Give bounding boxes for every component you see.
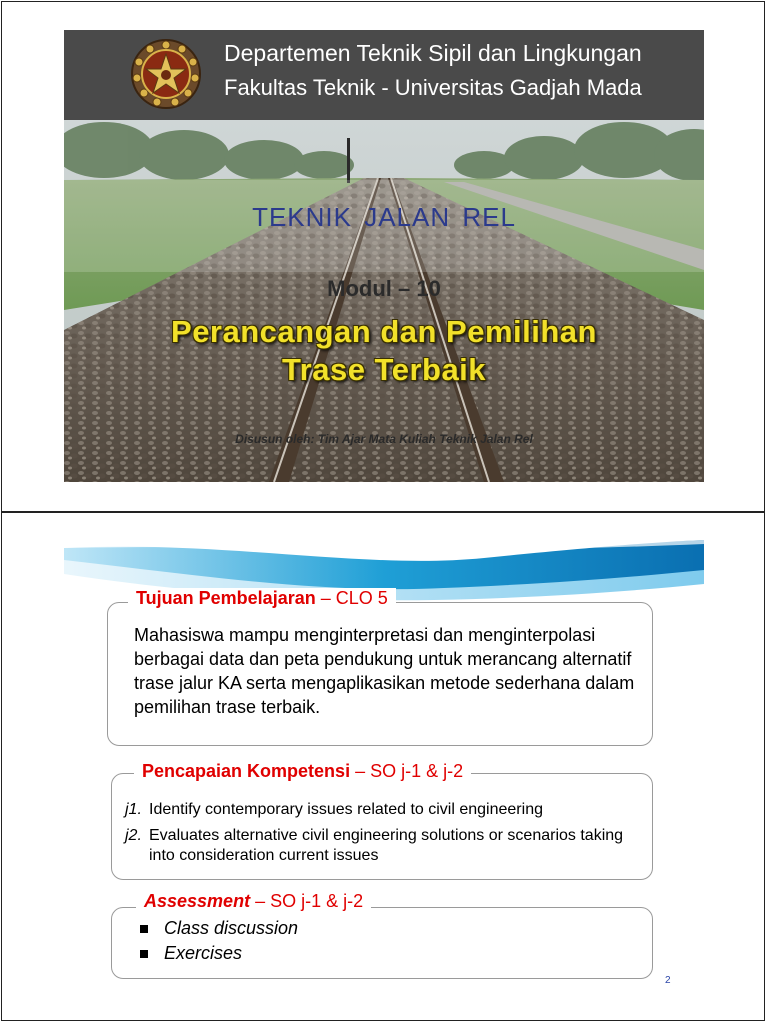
assessment-item-text: Exercises: [164, 943, 243, 963]
university-seal-logo: [130, 38, 202, 110]
competency-code: – SO j-1 & j-2: [350, 761, 464, 781]
learning-objective-text: Mahasiswa mampu menginterpretasi dan menginterpolasi berbagai data dan peta pendukung untuk merancang alternatif trase jalur KA serta mengaplikasikan metode sederhana dalam pemilihan trase terbaik.: [134, 625, 635, 717]
learning-objective-heading: [128, 588, 396, 609]
assessment-item: [140, 916, 298, 941]
slide-header: [64, 30, 704, 120]
assessment-code: – SO j-1 & j-2: [250, 891, 364, 911]
competency-text: Evaluates alternative civil engineering solutions or scenarios taking into consideration current issues: [149, 827, 624, 864]
competency-text: Identify contemporary issues related to civil engineering: [149, 801, 543, 818]
learning-objective-title: Tujuan Pembelajaran: [136, 588, 316, 608]
author-credit: Disusun oleh: Tim Ajar Mata Kuliah Teknik Jalan Rel: [235, 432, 533, 446]
faculty-title: Fakultas Teknik - Universitas Gadjah Mada: [224, 75, 642, 100]
page-number: 2: [665, 975, 671, 986]
assessment-item: [140, 941, 298, 966]
title-slide: [64, 30, 704, 482]
course-title: TEKNIK JALAN REL: [252, 202, 516, 232]
module-title-line-1: Perancangan dan Pemilihan: [171, 314, 597, 349]
slide-divider: [1, 511, 765, 513]
assessment-heading: [136, 891, 371, 912]
competency-item: [125, 800, 645, 820]
competency-item: [125, 826, 645, 866]
department-title: Departemen Teknik Sipil dan Lingkungan: [224, 40, 642, 66]
competency-heading: [134, 761, 471, 782]
competency-list: [125, 800, 645, 872]
assessment-list: [140, 916, 298, 966]
module-title-line-2: Trase Terbaik: [281, 352, 487, 387]
bullet-square-icon: [140, 950, 148, 958]
bullet-square-icon: [140, 925, 148, 933]
assessment-item-text: Class discussion: [164, 918, 299, 938]
module-number: Modul – 10: [327, 276, 441, 301]
learning-objective-code: – CLO 5: [315, 588, 388, 608]
competency-key: j1.: [125, 801, 142, 818]
assessment-title: Assessment: [144, 891, 251, 911]
module-title: [64, 313, 704, 389]
competency-key: j2.: [125, 827, 142, 844]
competency-title: Pencapaian Kompetensi: [142, 761, 351, 781]
objectives-slide: [64, 540, 704, 1000]
